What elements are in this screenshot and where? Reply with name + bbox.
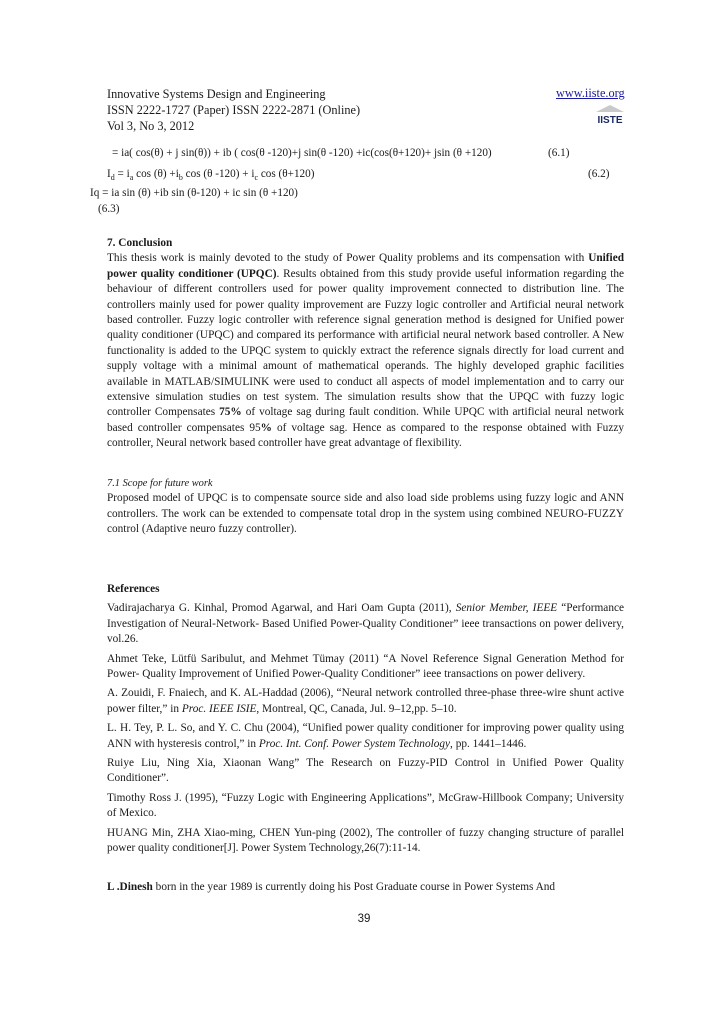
- equation-6-3: Iq = ia sin (θ) +ib sin (θ-120) + ic sin (θ +120): [90, 187, 298, 199]
- reference-item: L. H. Tey, P. L. So, and Y. C. Chu (2004), “Unified power quality conditioner for improving power quality using ANN with hysteresis control,” in Proc. Int. Conf. Power System Technology, pp. 1441–1446.: [107, 722, 624, 750]
- iiste-logo: [596, 103, 624, 125]
- journal-issn: ISSN 2222-1727 (Paper) ISSN 2222-2871 (Online): [107, 103, 361, 117]
- reference-item: HUANG Min, ZHA Xiao-ming, CHEN Yun-ping (2002), The controller of fuzzy changing structure of parallel power quality conditioner[J]. Power System Technology,26(7):11-14.: [107, 826, 624, 855]
- reference-item: Timothy Ross J. (1995), “Fuzzy Logic with Engineering Applications”, McGraw-Hillbook Company; University of Mexico.: [107, 791, 624, 820]
- reference-item: Ruiye Liu, Ning Xia, Xiaonan Wang” The Research on Fuzzy-PID Control in Unified Power Quality Conditioner”.: [107, 757, 624, 785]
- references-section: [107, 582, 624, 861]
- equation-6-2-number: (6.2): [588, 168, 610, 180]
- journal-title: Innovative Systems Design and Engineering: [107, 87, 326, 101]
- scope-section: [107, 476, 624, 538]
- reference-item: A. Zouidi, F. Fnaiech, and K. AL-Haddad (2006), “Neural network controlled three-phase three-wire shunt active power filter,” in Proc. IEEE ISIE, Montreal, QC, Canada, Jul. 9–12,pp. 5–10.: [107, 687, 624, 715]
- equation-6-2: $I_d = i_a$ $\cos (\theta) +i_b$ cos (θ $-120) + i_c$ cos (θ+120): [107, 168, 315, 183]
- journal-url-link[interactable]: www.iiste.org: [556, 86, 625, 100]
- equation-6-3-number: (6.3): [98, 203, 120, 215]
- scope-heading: 7.1 Scope for future work: [107, 478, 213, 489]
- conclusion-paragraph: This thesis work is mainly devoted to the study of Power Quality problems and its compensation with Unified power quality conditioner (UPQC). Results obtained from this study provide useful information regarding the behaviour of different controllers used for power quality improvement connected to distribution line. The controllers mainly used for power quality improvement are Fuzzy logic controller and Artificial neural network based controller. Fuzzy logic controller with reference signal generation method is designed for Unified power quality conditioner (UPQC) and compared its performance with artificial neural network based controller. A New functionality is added to the UPQC system to quickly extract the reference signals directly for load current and supply voltage with a minimal amount of mathematical operands. The highly developed graphic facilities available in MATLAB/SIMULINK were used to conduct all aspects of model implementation and to carry our extensive simulation studies on test system. The simulation results show that the UPQC with fuzzy logic controller Compensates 75% of voltage sag during fault condition. While UPQC with artificial neural network based controller compensates 95% of voltage sag. Hence as compared to the response obtained with Fuzzy controller, Neural network based controller have great advantage of flexibility.: [107, 252, 624, 450]
- conclusion-heading: 7. Conclusion: [107, 237, 173, 249]
- page-number: 39: [357, 913, 371, 925]
- scope-paragraph: Proposed model of UPQC is to compensate source side and also load side problems using fuzzy logic and ANN controllers. The work can be extended to compensate total drop in the system using combined NEURO-FUZZY control (Adaptive neuro fuzzy controller).: [107, 492, 624, 536]
- author-bio: L .Dinesh born in the year 1989 is currently doing his Post Graduate course in Power Systems And: [107, 881, 556, 893]
- reference-item: Ahmet Teke, Lütfü Saribulut, and Mehmet Tümay (2011) “A Novel Reference Signal Generation Method for Power- Quality Improvement of Unified Power-Quality Conditioner” ieee transactions on power delivery.: [107, 652, 624, 681]
- reference-item: Vadirajacharya G. Kinhal, Promod Agarwal, and Hari Oam Gupta (2011), Senior Member, IEEE “Performance Investigation of Neural-Network- Based Unified Power-Quality Conditioner” ieee transactions on power delivery, vol.26.: [107, 602, 624, 646]
- references-heading: References: [107, 583, 160, 595]
- journal-header: [107, 86, 360, 134]
- svg-text:IISTE: IISTE: [597, 115, 623, 125]
- conclusion-section: [107, 236, 624, 452]
- journal-volume: Vol 3, No 3, 2012: [107, 119, 195, 133]
- equation-6-1: = ia( cos(θ) + j sin(θ)) + ib ( cos(θ -120)+j sin(θ -120) +ic(cos(θ+120)+ jsin (θ +120): [112, 147, 492, 159]
- equation-6-1-number: (6.1): [548, 147, 570, 159]
